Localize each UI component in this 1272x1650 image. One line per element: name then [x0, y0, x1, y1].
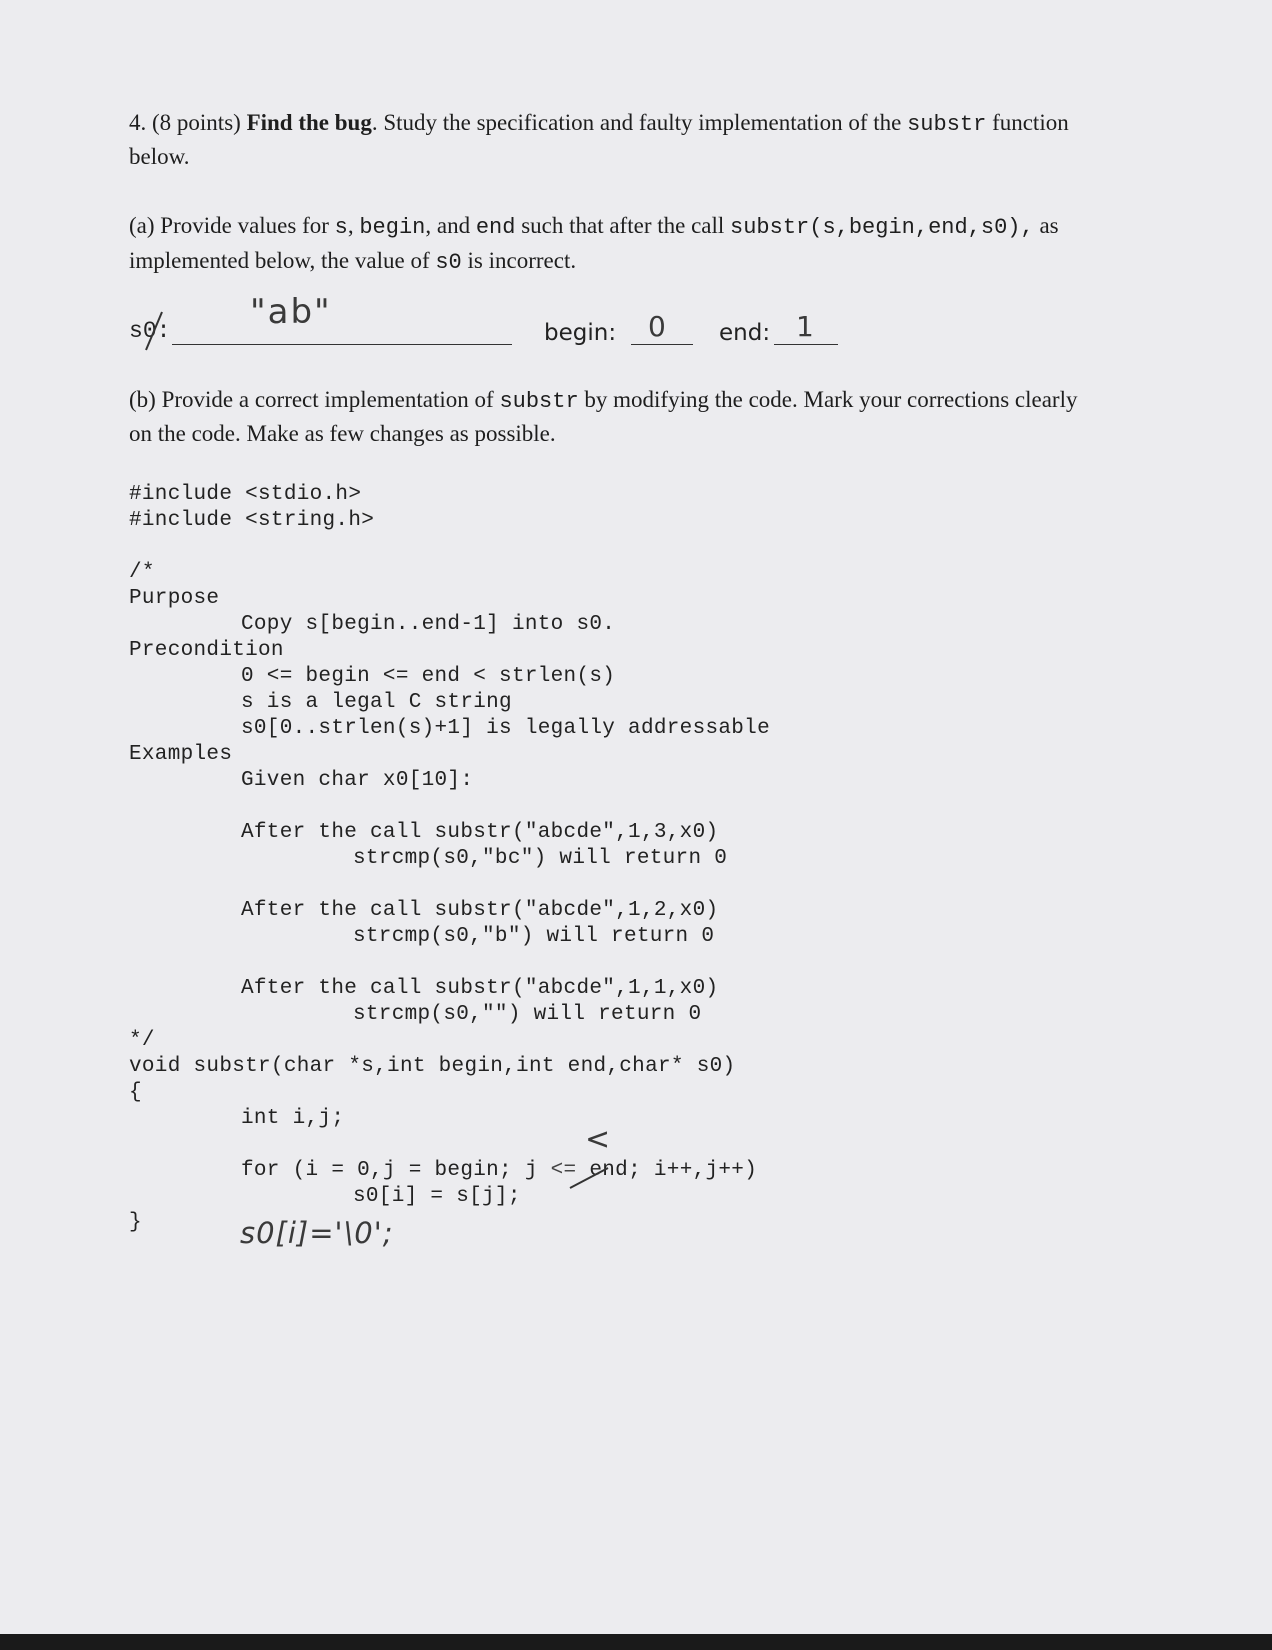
code-assign: s0[i] = s[j]; [353, 1185, 521, 1208]
question-intro: . Study the specification and faulty implementation of the [371, 110, 902, 135]
code-decl: int i,j; [241, 1107, 345, 1130]
scan-border [0, 1634, 1272, 1650]
answer-end-label: end: [719, 320, 771, 346]
handwritten-correction-op: < [585, 1122, 611, 1157]
code-purpose-text: Copy s[begin..end-1] into s0. [241, 613, 616, 636]
part-a-begin: begin [359, 215, 426, 240]
part-a-line2-text: implemented below, the value of [129, 248, 430, 273]
code-precondition: Precondition [129, 639, 284, 662]
answer-s-struck-zero: 0 [142, 318, 157, 344]
answer-s-handwritten: "ab" [250, 292, 332, 332]
handwritten-null-terminator: s0[i]='\0'; [240, 1216, 394, 1250]
part-a-end: end [475, 215, 516, 240]
part-a-as: as [1039, 213, 1059, 238]
part-a-comma: , [347, 213, 354, 238]
part-b-text: (b) Provide a correct implementation of [129, 387, 494, 412]
part-a-call: substr(s,begin,end,s0), [730, 215, 1034, 240]
answer-s-colon: : [156, 318, 171, 344]
part-a-label: (a) Provide values for [129, 213, 329, 238]
code-example-2b: strcmp(s0,"b") will return 0 [353, 925, 715, 948]
code-comment-close: */ [129, 1029, 155, 1052]
question-intro-end: function [992, 110, 1069, 135]
code-comment-open: /* [129, 561, 155, 584]
part-b-text-end: by modifying the code. Mark your corrections clearly [584, 387, 1078, 412]
code-given: Given char x0[10]: [241, 769, 474, 792]
question-func-name: substr [907, 112, 987, 137]
part-b-func: substr [499, 389, 579, 414]
code-brace-close: } [129, 1211, 142, 1234]
answer-begin-label: begin: [544, 320, 617, 346]
code-for-loop [241, 1159, 757, 1182]
code-pre-3: s0[0..strlen(s)+1] is legally addressable [241, 717, 770, 740]
question-number: 4. [129, 110, 147, 135]
code-include-stdio: #include <stdio.h> [129, 483, 362, 506]
answer-end-underline [774, 344, 838, 345]
code-for-struck-op: <= [550, 1159, 577, 1182]
code-for-end: end; i++,j++) [589, 1159, 758, 1182]
part-b-line-2: on the code. Make as few changes as possible. [129, 421, 556, 446]
code-purpose: Purpose [129, 587, 220, 610]
question-points: (8 points) [152, 110, 241, 135]
answer-end-handwritten: 1 [796, 310, 814, 343]
question-title: Find the bug [246, 110, 372, 135]
part-a-s0: s0 [435, 250, 462, 275]
part-a-s: s [334, 215, 348, 240]
answer-s-underline [172, 344, 512, 345]
code-example-2a: After the call substr("abcde",1,2,x0) [241, 899, 719, 922]
code-example-3b: strcmp(s0,"") will return 0 [353, 1003, 702, 1026]
answer-begin-handwritten: 0 [648, 310, 666, 343]
code-examples: Examples [129, 743, 233, 766]
part-a-line-2 [129, 248, 576, 275]
code-for-start: for (i = 0,j = begin; j [241, 1159, 538, 1182]
code-brace-open: { [129, 1081, 142, 1104]
answer-s-letter: s [129, 318, 143, 344]
part-b-line-1 [129, 387, 1077, 414]
question-line-2: below. [129, 144, 190, 169]
code-example-3a: After the call substr("abcde",1,1,x0) [241, 977, 719, 1000]
code-example-1b: strcmp(s0,"bc") will return 0 [353, 847, 728, 870]
part-a-line-1 [129, 213, 1059, 240]
code-include-string: #include <string.h> [129, 509, 375, 532]
part-a-such: such that after the call [521, 213, 725, 238]
code-signature: void substr(char *s,int begin,int end,char* s0) [129, 1055, 736, 1078]
part-a-line2-end: is incorrect. [467, 248, 577, 273]
code-pre-1: 0 <= begin <= end < strlen(s) [241, 665, 616, 688]
op-strike-mark [568, 1160, 612, 1194]
answer-begin-underline [631, 344, 693, 345]
code-example-1a: After the call substr("abcde",1,3,x0) [241, 821, 719, 844]
code-pre-2: s is a legal C string [241, 691, 512, 714]
strike-mark [140, 308, 168, 354]
part-a-and: , and [425, 213, 471, 238]
question-line-1 [129, 110, 1069, 137]
